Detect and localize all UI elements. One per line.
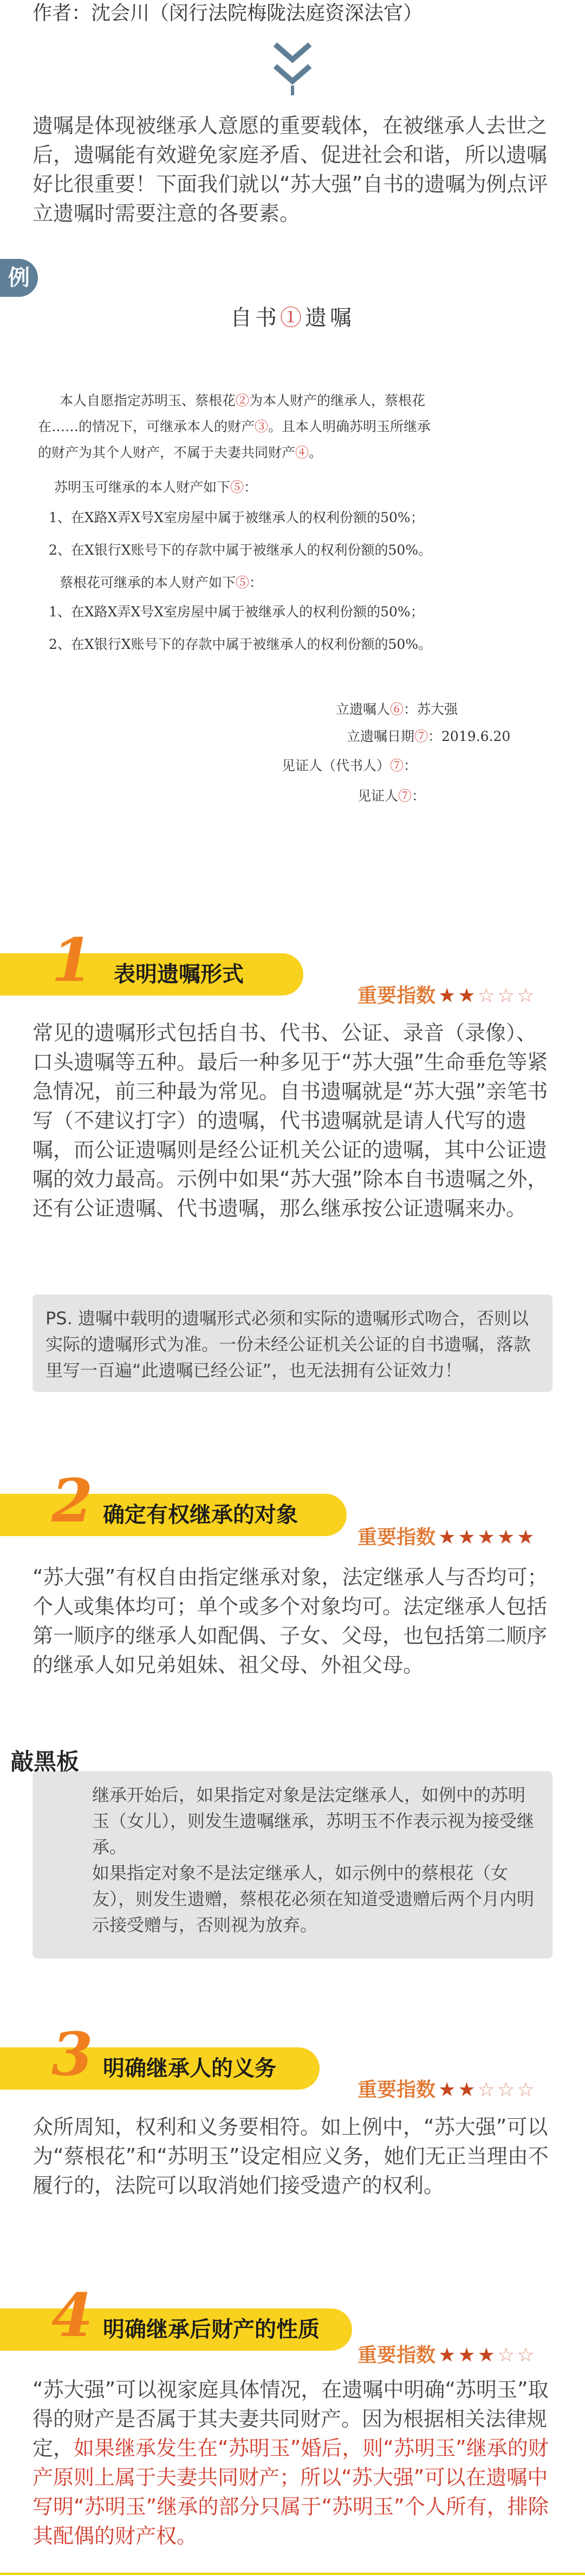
will-line: 1、在X路X弄X号X室房屋中属于被继承人的权利份额的50%； bbox=[49, 604, 424, 620]
intro-paragraph: 遗嘱是体现被继承人意愿的重要载体，在被继承人去世之后，遗嘱能有效避免家庭矛盾、促进社会和谐，所以遗嘱好比很重要！下面我们就以“苏大强”自书的遗嘱为例点评立遗嘱时需要注意的各要素。 bbox=[32, 114, 548, 225]
will-witness: 见证人⑦： bbox=[358, 788, 426, 804]
section-4-number: 4 bbox=[51, 2280, 93, 2350]
will-signature-date: 立遗嘱日期⑦：2019.6.20 bbox=[347, 728, 511, 744]
section-2-importance bbox=[358, 1522, 536, 1550]
will-signature-testator: 立遗嘱人⑥：苏大强 bbox=[336, 701, 458, 717]
will-line: 1、在X路X弄X号X室房屋中属于被继承人的权利份额的50%； bbox=[49, 510, 424, 525]
importance-label: 重要指数 bbox=[358, 2344, 436, 2366]
importance-label: 重要指数 bbox=[358, 985, 436, 1007]
example-badge: 例 bbox=[0, 259, 38, 297]
blackboard-label: 敲黑板 bbox=[11, 1748, 80, 1775]
section-4-title: 明确继承后财产的性质 bbox=[103, 2317, 320, 2342]
section-1-importance bbox=[358, 980, 536, 1008]
author-line: 作者：沈会川（闵行法院梅陇法庭资深法官） bbox=[32, 2, 423, 24]
will-line: 本人自愿指定苏明玉、蔡根花②为本人财产的继承人，蔡根花 bbox=[60, 393, 426, 408]
importance-stars: ★★☆☆☆ bbox=[438, 985, 537, 1007]
will-line: 2、在X银行X账号下的存款中属于被继承人的权利份额的50%。 bbox=[49, 636, 432, 652]
section-3-number: 3 bbox=[51, 2019, 93, 2089]
section-4-importance bbox=[358, 2340, 536, 2367]
section-3-importance bbox=[358, 2074, 536, 2102]
will-line: 苏明玉可继承的本人财产如下⑤： bbox=[54, 479, 258, 495]
section-2-body: “苏大强”有权自由指定继承对象，法定继承人与否均可；个人或集体均可；单个或多个对象均可。法定继承人包括第一顺序的继承人如配偶、子女、父母，也包括第二顺序的继承人如兄弟姐妹、祖父母、外祖父母。 bbox=[32, 1565, 548, 1677]
will-line: 的财产为其个人财产，不属于夫妻共同财产④。 bbox=[38, 445, 323, 460]
section-1-title: 表明遗嘱形式 bbox=[114, 962, 244, 987]
will-line: 蔡根花可继承的本人财产如下⑤： bbox=[60, 575, 263, 590]
highlighted-text: 如果继承发生在“苏明玉”婚后，则“苏明玉”继承的财产原则上属于夫妻共同财产；所以“苏大强”可以在遗嘱中写明“苏明玉”继承的部分只属于“苏明玉”个人所有，排除其配偶的财产权。 bbox=[32, 2436, 549, 2548]
will-title: 自书①遗嘱 bbox=[230, 305, 355, 330]
importance-label: 重要指数 bbox=[358, 2079, 436, 2101]
bottom-divider bbox=[0, 2573, 585, 2575]
section-2-number: 2 bbox=[51, 1466, 93, 1536]
section-3-body: 众所周知，权利和义务要相符。如上例中，“苏大强”可以为“蔡根花”和“苏明玉”设定相应义务，她们无正当理由不履行的，法院可以取消她们接受遗产的权利。 bbox=[32, 2115, 549, 2197]
importance-stars: ★★★★★ bbox=[438, 1526, 537, 1549]
section-1-note: PS. 遗嘱中载明的遗嘱形式必须和实际的遗嘱形式吻合，否则以实际的遗嘱形式为准。一份未经公证机关公证的自书遗嘱，落款里写一百遍“此遗嘱已经公证”，也无法拥有公证效力！ bbox=[32, 1294, 552, 1392]
importance-label: 重要指数 bbox=[358, 1526, 436, 1549]
section-3-title: 明确继承人的义务 bbox=[103, 2056, 276, 2081]
section-2-note: 继承开始后，如果指定对象是法定继承人，如例中的苏明玉（女儿），则发生遗嘱继承，苏明玉不作表示视为接受继承。 如果指定对象不是法定继承人，如示例中的蔡根花（女友），则发生遗赠，蔡根花必须在知道受遗赠后两个月内明示接受赠与，否则视为放弃。 bbox=[32, 1771, 552, 1959]
section-4-body: “苏大强”可以视家庭具体情况，在遗嘱中明确“苏明玉”取得的财产是否属于其夫妻共同财产。因为根据相关法律规定，如果继承发生在“苏明玉”婚后，则“苏明玉”继承的财产原则上属于夫妻共同财产；所以“苏大强”可以在遗嘱中写明“苏明玉”继承的部分只属于“苏明玉”个人所有，排除其配偶的财产权。 bbox=[32, 2378, 549, 2548]
importance-stars: ★★☆☆☆ bbox=[438, 2079, 537, 2101]
section-2-title: 确定有权继承的对象 bbox=[103, 1502, 298, 1527]
section-1-number: 1 bbox=[51, 925, 93, 995]
importance-stars: ★★★☆☆ bbox=[438, 2344, 537, 2366]
will-witness-scribe: 见证人（代书人）⑦： bbox=[282, 758, 418, 773]
section-1-body: 常见的遗嘱形式包括自书、代书、公证、录音（录像）、口头遗嘱等五种。最后一种多见于“苏大强”生命垂危等紧急情况，前三种最为常见。自书遗嘱就是“苏大强”亲笔书写（不建议打字）的遗嘱，代书遗嘱就是请人代写的遗嘱，而公证遗嘱则是经公证机关公证的遗嘱，其中公证遗嘱的效力最高。示例中如果“苏大强”除本自书遗嘱之外，还有公证遗嘱、代书遗嘱，那么继承按公证遗嘱来办。 bbox=[32, 1021, 548, 1220]
will-line: 在……的情况下，可继承本人的财产③。且本人明确苏明玉所继承 bbox=[38, 419, 431, 434]
will-line: 2、在X银行X账号下的存款中属于被继承人的权利份额的50%。 bbox=[49, 542, 432, 558]
double-chevron-down-icon bbox=[271, 38, 314, 97]
